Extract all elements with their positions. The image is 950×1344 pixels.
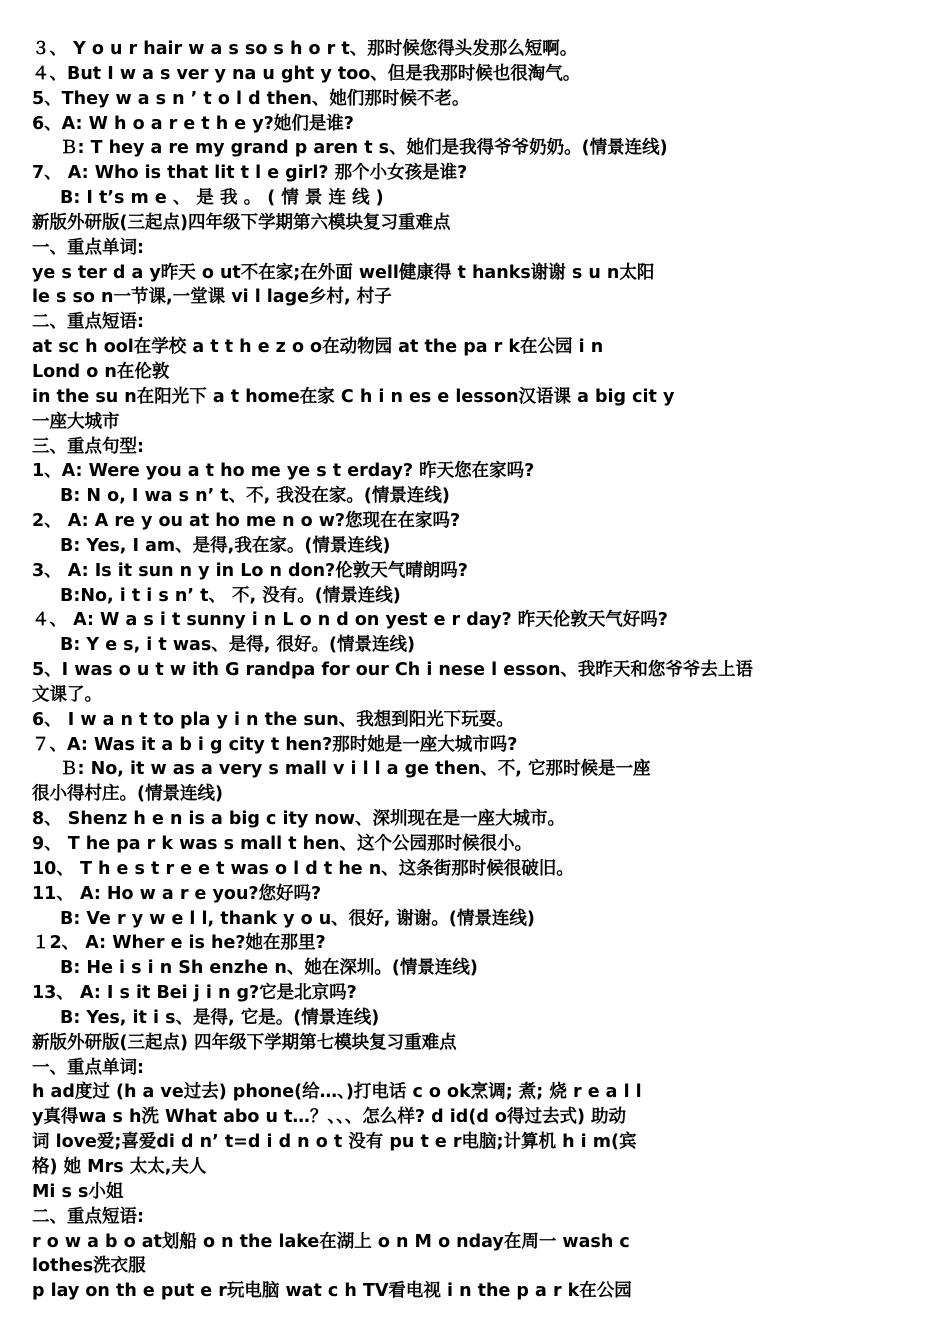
text-line: 很小得村庄。(情景连线): [32, 784, 223, 805]
text-line: 新版外研版(三起点) 四年级下学期第七模块复习重难点: [32, 1032, 457, 1053]
text-line: ye s ter d a y昨天 o ut不在家;在外面 well健康得 t hanks谢谢 s u n太阳: [32, 262, 655, 283]
text-line: Lond o n在伦敦: [32, 361, 170, 382]
text-line: 7、 A: Who is that lit t l e girl? 那个小女孩是谁?: [32, 163, 468, 184]
text-line: Ｂ: No, it w as a very s mall v i l l a ge then、不, 它那时候是一座: [60, 759, 651, 780]
document-body: [32, 37, 920, 1304]
text-line: 文课了。: [32, 684, 102, 705]
text-line: 1、A: Were you a t ho me ye s t erday? 昨天您在家吗?: [32, 461, 535, 482]
text-line: 6、 I w a n t to pla y i n the sun、我想到阳光下玩耍。: [32, 709, 514, 730]
text-line: 三、重点句型:: [32, 436, 144, 457]
text-line: 9、 T he pa r k was s mall t hen、这个公园那时候很小。: [32, 834, 532, 854]
text-line: B:No, i t i s n’ t、 不, 没有。(情景连线): [60, 585, 401, 606]
text-line: 词 love爱;喜爱di d n’ t=d i d n o t 没有 pu t e r电脑;计算机 h i m(宾: [32, 1132, 637, 1153]
text-line: 11、 A: Ho w a r e you?您好吗?: [32, 883, 322, 904]
text-line: B: Yes, I am、是得,我在家。(情景连线): [60, 535, 391, 556]
text-line: at sc h ool在学校 a t t h e z o o在动物园 at the pa r k在公园 i n: [32, 337, 604, 358]
text-line: 一、重点单词:: [32, 1057, 144, 1078]
text-line: h ad度过 (h a ve过去) phone(给…、)打电话 c o ok烹调; 煮; 烧 r e a l l: [32, 1082, 642, 1103]
text-line: ４、 A: W a s i t sunny i n L o n d on yest e r day? 昨天伦敦天气好吗?: [32, 610, 668, 631]
text-line: 2、 A: A re y ou at ho me n o w?您现在在家吗?: [32, 511, 461, 532]
text-line: 10、 T h e s t r e e t was o l d t he n、这条街那时候很破旧。: [32, 858, 574, 879]
text-line: lothes洗衣服: [32, 1256, 146, 1277]
text-line: 8、 Shenz h e n is a big c ity now、深圳现在是一座大城市。: [32, 809, 566, 830]
text-line: in the su n在阳光下 a t home在家 C h i n es e lesson汉语课 a big cit y: [32, 386, 675, 407]
text-line: p lay on th e put e r玩电脑 wat c h TV看电视 i n the p a r k在公园: [32, 1281, 632, 1302]
text-line: B: I t’s m e 、 是 我 。 ( 情 景 连 线 ): [60, 188, 384, 209]
text-line: Ｂ: T hey a re my grand p aren t s、她们是我得爷爷奶奶。(情景连线): [60, 138, 668, 159]
text-line: B: Ve r y w e l l, thank y o u、很好, 谢谢。(情景连线): [60, 908, 535, 929]
text-line: 13、 A: I s it Bei j i n g?它是北京吗?: [32, 983, 357, 1004]
text-line: 新版外研版(三起点)四年级下学期第六模块复习重难点: [32, 212, 451, 233]
text-line: le s so n一节课,一堂课 vi l lage乡村, 村子: [32, 287, 392, 308]
text-line: 6、A: W h o a r e t h e y?她们是谁?: [32, 113, 354, 134]
text-line: １2、 A: Wher e is he?她在那里?: [32, 933, 326, 954]
text-line: y真得wa s h洗 What abo u t…？、、、怎么样? d id(d o得过去式) 助动: [32, 1107, 627, 1128]
text-line: Mi s s小姐: [32, 1181, 124, 1202]
text-line: 一座大城市: [32, 411, 120, 432]
text-line: B: N o, I wa s n’ t、不, 我没在家。(情景连线): [60, 486, 450, 507]
text-line: r o w a b o at划船 o n the lake在湖上 o n M o nday在周一 wash c: [32, 1231, 630, 1252]
text-line: 格) 她 Mrs 太太,夫人: [32, 1156, 207, 1177]
text-line: B: Y e s, i t was、是得, 很好。(情景连线): [60, 635, 415, 656]
text-line: 3、 A: Is it sun n y in Lo n don?伦敦天气晴朗吗?: [32, 560, 468, 581]
text-line: 二、重点短语:: [32, 1206, 144, 1227]
text-line: B: Yes, it i s、是得, 它是。(情景连线): [60, 1007, 380, 1028]
text-line: 二、重点短语:: [32, 312, 144, 333]
text-line: ４、But I w a s ver y na u ght y too、但是我那时候也很淘气。: [32, 63, 581, 84]
text-line: 5、I was o u t w ith G randpa for our Ch i nese l esson、我昨天和您爷爷去上语: [32, 660, 753, 681]
text-line: B: He i s i n Sh enzhe n、她在深圳。(情景连线): [60, 958, 478, 979]
text-line: ３、 Y o u r hair w a s so s h o r t、那时候您得头发那么短啊。: [32, 39, 578, 59]
text-line: 5、They w a s n ’ t o l d then、她们那时候不老。: [32, 88, 470, 109]
text-line: 一、重点单词:: [32, 237, 144, 258]
text-line: ７、A: Was it a b i g city t hen?那时她是一座大城市吗?: [32, 734, 518, 755]
